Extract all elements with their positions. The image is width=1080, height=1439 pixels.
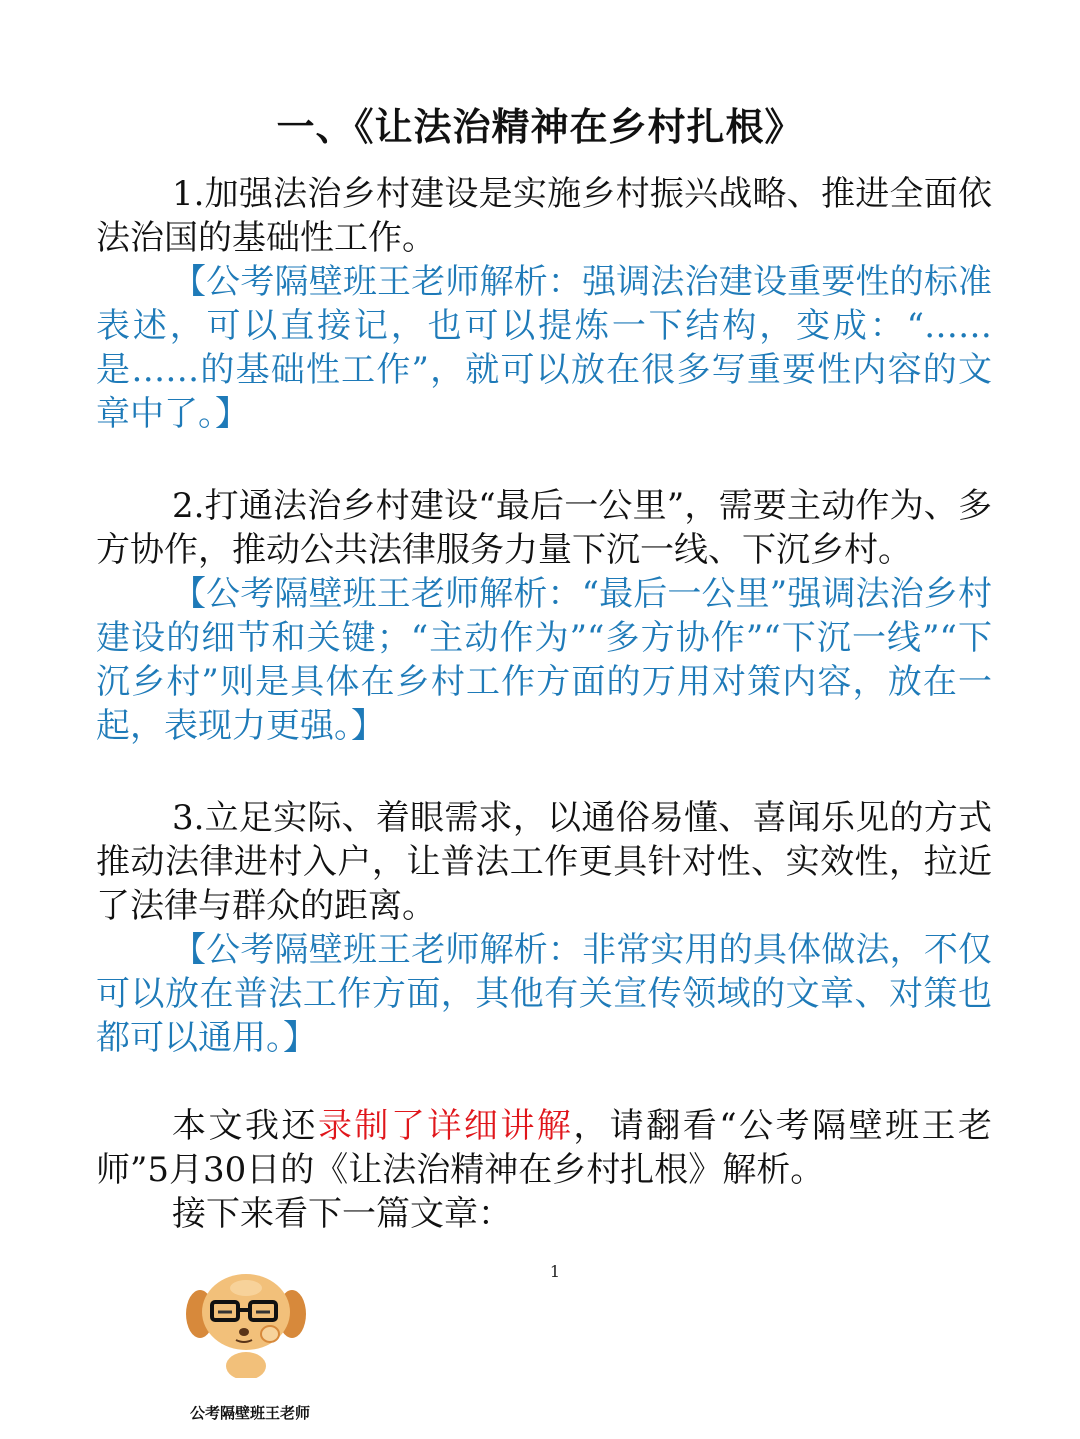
spacer <box>96 436 992 484</box>
point-2-analysis: 【公考隔壁班王老师解析：“最后一公里”强调法治乡村建设的细节和关键；“主动作为”“多方协作”“下沉一线”“下沉乡村”则是具体在乡村工作方面的万用对策内容，放在一起，表现力更强。】 <box>96 574 992 746</box>
spacer <box>96 1060 992 1104</box>
point-3-text: 3.立足实际、着眼需求，以通俗易懂、喜闻乐见的方式推动法律进村入户，让普法工作更具针对性、实效性，拉近了法律与群众的距离。 <box>96 798 992 926</box>
spacer <box>96 748 992 796</box>
closing-text-start: 本文我还 <box>172 1106 318 1146</box>
page-number: 1 <box>549 1262 561 1281</box>
closing-text-end: ，请翻看“公考隔壁班王老师”5月30日的《让法治精神在乡村扎根》解析。 <box>96 1106 993 1190</box>
closing-paragraph <box>96 1104 992 1192</box>
point-2-text: 2.打通法治乡村建设“最后一公里”，需要主动作为、多方协作，推动公共法律服务力量下沉一线、下沉乡村。 <box>96 486 992 570</box>
next-article-line: 接下来看下一篇文章： <box>172 1194 512 1234</box>
closing-highlight: 录制了详细讲解 <box>317 1106 574 1146</box>
cartoon-dog-with-glasses-icon <box>186 1270 306 1378</box>
point-1-text: 1.加强法治乡村建设是实施乡村振兴战略、推进全面依法治国的基础性工作。 <box>96 174 992 258</box>
page-title: 一、《让法治精神在乡村扎根》 <box>276 104 804 149</box>
point-1-analysis: 【公考隔壁班王老师解析：强调法治建设重要性的标准表述，可以直接记，也可以提炼一下结构，变成：“……是……的基础性工作”，就可以放在很多写重要性内容的文章中了。】 <box>96 262 992 434</box>
point-3-analysis: 【公考隔壁班王老师解析：非常实用的具体做法，不仅可以放在普法工作方面，其他有关宣传领域的文章、对策也都可以通用。】 <box>96 930 992 1058</box>
document-body <box>96 172 992 1236</box>
mascot-label: 公考隔壁班王老师 <box>189 1404 310 1422</box>
